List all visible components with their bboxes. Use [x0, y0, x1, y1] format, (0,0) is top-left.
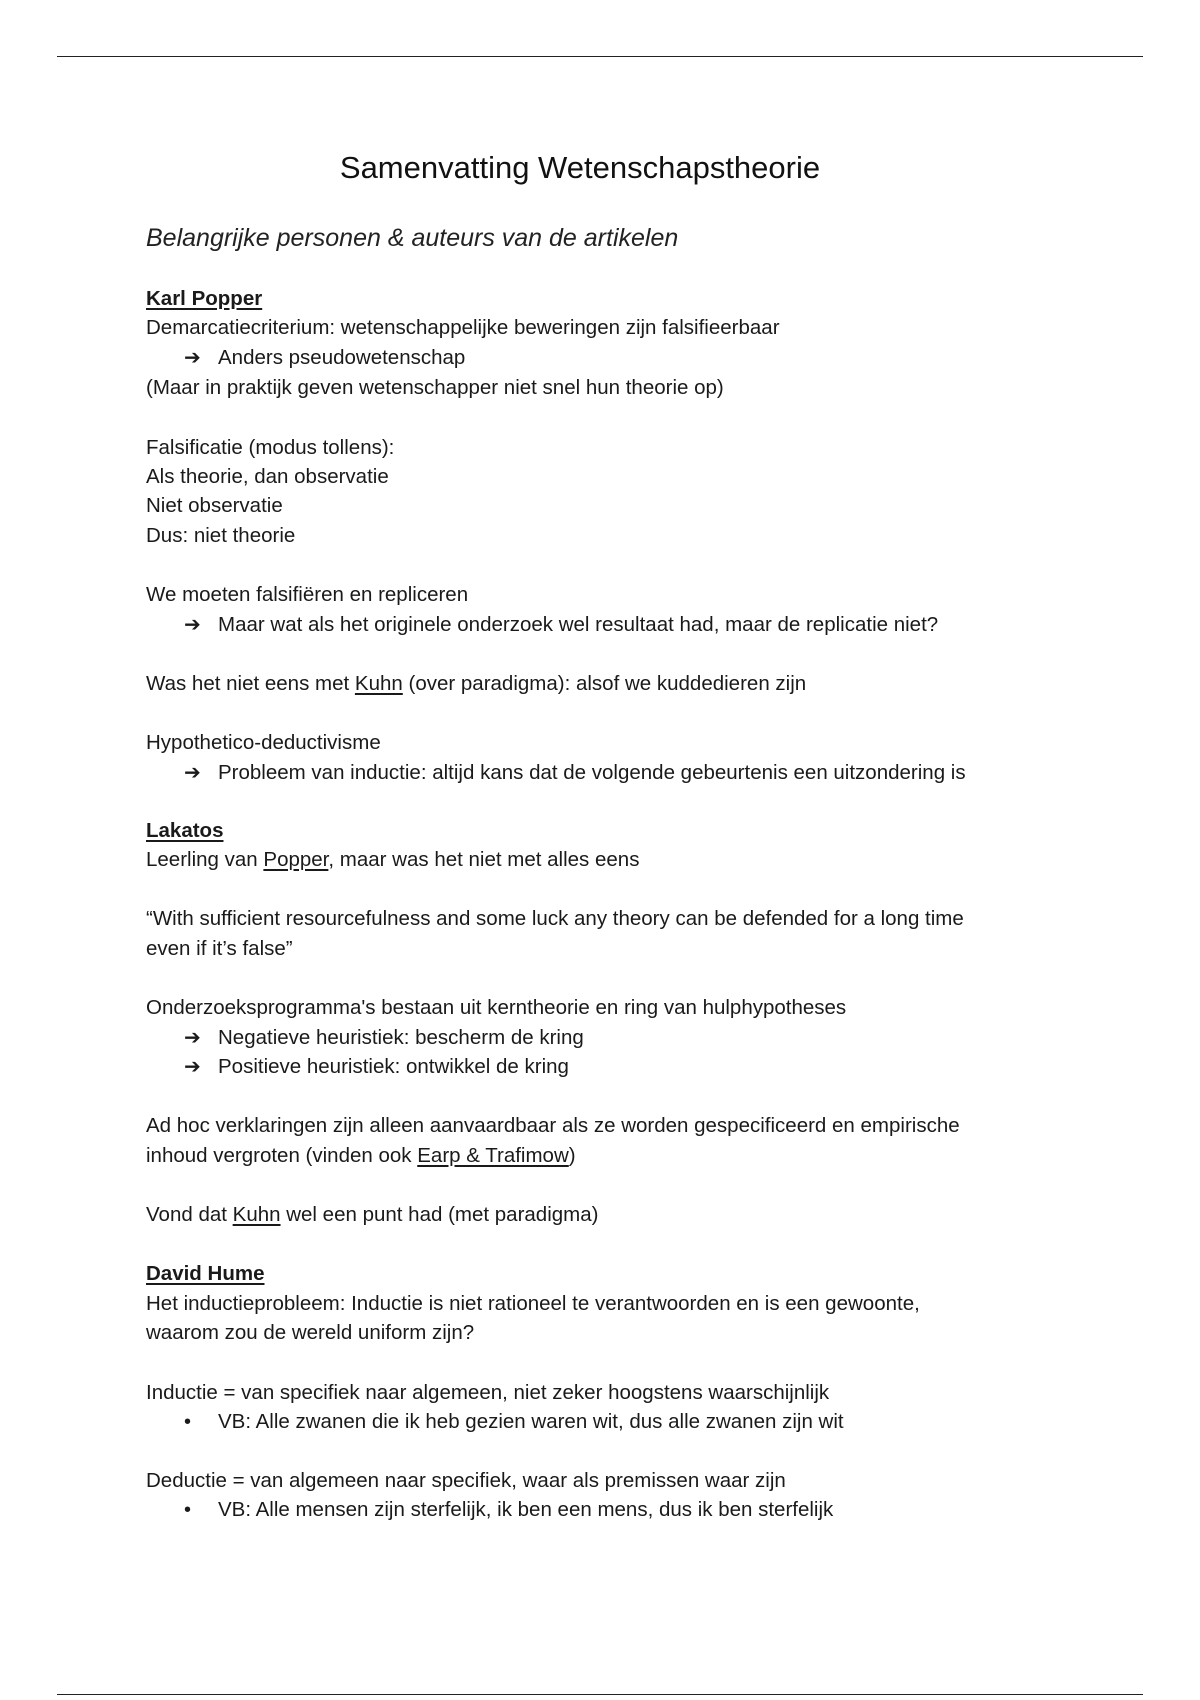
arrow-icon: ➔	[184, 614, 201, 636]
bullet-text: Probleem van inductie: altijd kans dat de volgende gebeurtenis een uitzondering is	[218, 761, 966, 784]
header-rule	[57, 56, 1143, 57]
text-line: Het inductieprobleem: Inductie is niet rationeel te verantwoorden en is een gewoonte,	[146, 1292, 920, 1315]
reference-earp-trafimow: Earp & Trafimow	[417, 1144, 569, 1167]
section-heading-hume: David Hume	[146, 1262, 265, 1285]
text-line: Falsificatie (modus tollens):	[146, 436, 395, 459]
arrow-bullet-item	[184, 343, 465, 373]
text-line: We moeten falsifiëren en repliceren	[146, 583, 469, 606]
text-line: Ad hoc verklaringen zijn alleen aanvaardbaar als ze worden gespecificeerd en empirische	[146, 1114, 960, 1137]
reference-kuhn: Kuhn	[354, 672, 403, 695]
text-line: Inductie = van specifiek naar algemeen, niet zeker hoogstens waarschijnlijk	[146, 1381, 830, 1404]
section-heading-lakatos: Lakatos	[146, 819, 224, 842]
section-heading-popper: Karl Popper	[146, 287, 263, 310]
text-span: (over paradigma): alsof we kuddedieren zijn	[402, 672, 807, 695]
text-span: , maar was het niet met alles eens	[328, 848, 640, 871]
text-line: waarom zou de wereld uniform zijn?	[146, 1321, 475, 1344]
arrow-bullet-item	[184, 1023, 584, 1053]
text-line: Dus: niet theorie	[146, 524, 296, 547]
text-line: Demarcatiecriterium: wetenschappelijke beweringen zijn falsifieerbaar	[146, 316, 780, 339]
bullet-text: VB: Alle mensen zijn sterfelijk, ik ben een mens, dus ik ben sterfelijk	[218, 1498, 834, 1521]
arrow-bullet-item	[184, 1052, 569, 1082]
quote-line: even if it’s false”	[146, 937, 293, 960]
text-line: Hypothetico-deductivisme	[146, 731, 381, 754]
text-span: Leerling van	[146, 848, 264, 871]
arrow-icon: ➔	[184, 347, 201, 369]
document-title: Samenvatting Wetenschapstheorie	[339, 150, 821, 185]
bullet-icon: •	[184, 1499, 192, 1521]
text-span: Was het niet eens met	[146, 672, 355, 695]
text-line: (Maar in praktijk geven wetenschapper niet snel hun theorie op)	[146, 376, 724, 399]
text-line	[146, 1200, 598, 1230]
text-span: wel een punt had (met paradigma)	[280, 1203, 599, 1226]
quote-line: “With sufficient resourcefulness and some luck any theory can be defended for a long time	[146, 907, 964, 930]
text-line	[146, 1141, 576, 1171]
bullet-icon: •	[184, 1411, 192, 1433]
arrow-icon: ➔	[184, 762, 201, 784]
text-span: )	[568, 1144, 576, 1167]
bullet-text: Anders pseudowetenschap	[218, 346, 466, 369]
bullet-text: Maar wat als het originele onderzoek wel resultaat had, maar de replicatie niet?	[218, 613, 939, 636]
reference-popper: Popper	[263, 848, 329, 871]
arrow-bullet-item	[184, 610, 938, 640]
text-line: Niet observatie	[146, 494, 283, 517]
document-subtitle: Belangrijke personen & auteurs van de artikelen	[146, 224, 679, 252]
arrow-bullet-item	[184, 758, 966, 788]
text-line: Deductie = van algemeen naar specifiek, waar als premissen waar zijn	[146, 1469, 786, 1492]
footer-rule	[57, 1694, 1143, 1695]
bullet-text: Negatieve heuristiek: bescherm de kring	[218, 1026, 584, 1049]
text-line: Onderzoeksprogramma's bestaan uit kerntheorie en ring van hulphypotheses	[146, 996, 847, 1019]
dot-bullet-item	[184, 1495, 833, 1525]
text-span: inhoud vergroten (vinden ook	[146, 1144, 418, 1167]
arrow-icon: ➔	[184, 1056, 201, 1078]
arrow-icon: ➔	[184, 1027, 201, 1049]
bullet-text: Positieve heuristiek: ontwikkel de kring	[218, 1055, 569, 1078]
dot-bullet-item	[184, 1407, 844, 1437]
text-line	[146, 845, 639, 875]
text-span: Vond dat	[146, 1203, 233, 1226]
text-line	[146, 669, 806, 699]
reference-kuhn: Kuhn	[232, 1203, 281, 1226]
bullet-text: VB: Alle zwanen die ik heb gezien waren wit, dus alle zwanen zijn wit	[218, 1410, 844, 1433]
text-line: Als theorie, dan observatie	[146, 465, 389, 488]
